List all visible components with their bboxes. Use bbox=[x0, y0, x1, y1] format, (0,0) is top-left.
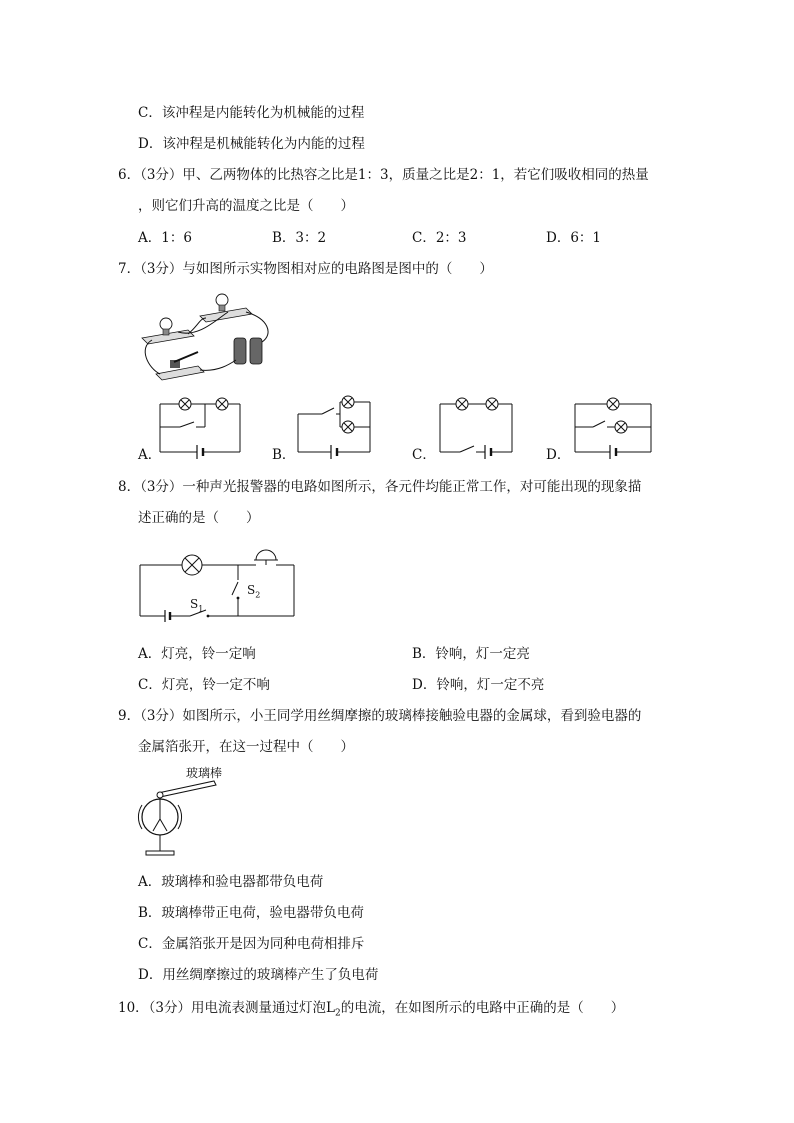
q9-stem-line2: 金属箔张开，在这一过程中（ ） bbox=[138, 739, 354, 755]
q9-option-c: C．金属箔张开是因为同种电荷相排斥 bbox=[138, 936, 365, 952]
q8-stem-line1: 8．（3分）一种声光报警器的电路如图所示，各元件均能正常工作，对可能出现的现象描 bbox=[118, 479, 642, 495]
q7-circuit-c bbox=[440, 397, 520, 459]
q6-stem-line2: ，则它们升高的温度之比是（ ） bbox=[138, 198, 354, 214]
bell-icon bbox=[254, 550, 278, 565]
q8-option-b: B．铃响，灯一定亮 bbox=[412, 646, 530, 662]
q9-option-d: D．用丝绸摩擦过的玻璃棒产生了负电荷 bbox=[138, 967, 379, 983]
q7-physical-circuit-figure bbox=[138, 290, 278, 385]
lamp-icon bbox=[342, 421, 354, 433]
q7-circuit-a bbox=[160, 397, 245, 459]
q6-stem-line1: 6．（3分）甲、乙两物体的比热容之比是1：3，质量之比是2：1，若它们吸收相同的热量 bbox=[118, 167, 649, 183]
lamp-icon bbox=[342, 396, 354, 408]
q6-option-d: D．6：1 bbox=[546, 230, 602, 246]
q10-stem: 10．（3分）用电流表测量通过灯泡$L_2$的电流，在如图所示的电路中正确的是（ ） bbox=[118, 1000, 625, 1019]
q8-switch-s2-label: $S_2$ bbox=[247, 583, 261, 600]
q7-circuit-d bbox=[575, 397, 660, 459]
q7-circuit-b bbox=[298, 397, 378, 459]
lamp-icon bbox=[216, 398, 228, 410]
lamp-icon bbox=[615, 421, 627, 433]
lamp-icon bbox=[456, 398, 468, 410]
q7-option-a-label: A． bbox=[138, 447, 162, 463]
q9-stem-line1: 9．（3分）如图所示，小王同学用丝绸摩擦的玻璃棒接触验电器的金属球，看到验电器的 bbox=[118, 708, 642, 724]
q9-option-b: B．玻璃棒带正电荷，验电器带负电荷 bbox=[138, 905, 364, 921]
q8-option-c: C．灯亮，铃一定不响 bbox=[138, 677, 270, 693]
q9-electroscope-figure bbox=[138, 775, 228, 865]
q6-option-c: C．2：3 bbox=[412, 230, 467, 246]
q6-option-b: B．3：2 bbox=[272, 230, 327, 246]
q8-switch-s1-label: $S_1$ bbox=[190, 597, 204, 614]
q9-option-a: A．玻璃棒和验电器都带负电荷 bbox=[138, 874, 324, 890]
q6-option-a: A．1：6 bbox=[138, 230, 192, 246]
q7-stem: 7．（3分）与如图所示实物图相对应的电路图是图中的（ ） bbox=[118, 261, 493, 277]
lamp-icon bbox=[486, 398, 498, 410]
q5-option-d: D．该冲程是机械能转化为内能的过程 bbox=[138, 136, 365, 152]
q7-option-b-label: B． bbox=[272, 447, 296, 463]
lamp-icon bbox=[179, 398, 191, 410]
q8-stem-line2: 述正确的是（ ） bbox=[138, 510, 260, 526]
q7-option-d-label: D． bbox=[546, 447, 571, 463]
q8-option-d: D．铃响，灯一定不亮 bbox=[412, 677, 545, 693]
q5-option-c: C．该冲程是内能转化为机械能的过程 bbox=[138, 105, 365, 121]
q8-alarm-circuit-figure bbox=[140, 540, 300, 620]
q7-option-c-label: C． bbox=[412, 447, 436, 463]
q8-option-a: A．灯亮，铃一定响 bbox=[138, 646, 256, 662]
lamp-icon bbox=[182, 555, 202, 575]
q9-glass-rod-label: 玻璃棒 bbox=[186, 766, 223, 780]
lamp-icon bbox=[607, 398, 619, 410]
